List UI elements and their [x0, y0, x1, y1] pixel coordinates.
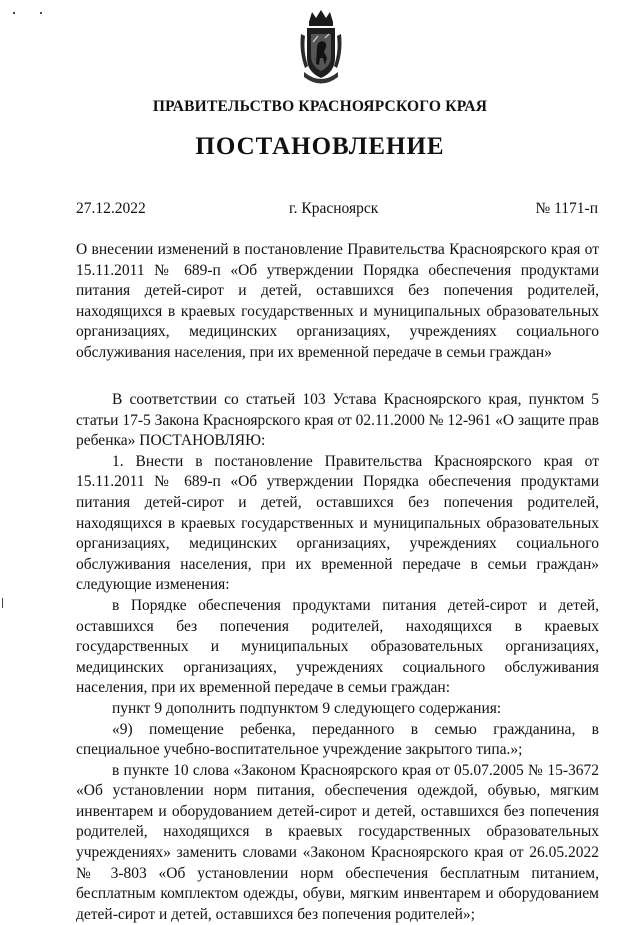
krasnoyarsk-coat-of-arms-icon [299, 8, 343, 88]
document-date: 27.12.2022 [76, 200, 146, 217]
scan-speck [2, 598, 3, 608]
document-body [76, 390, 599, 925]
body-paragraph: в Порядке обеспечения продуктами питания детей-сирот и детей, оставшихся без попечения родителей, находящихся в краевых государственных и муниципальных образовательных организациях, медицинских организациях, учреждениях социального обслуживания населения, при их временной передаче в семьи граждан: [76, 596, 599, 697]
scan-speck [40, 12, 42, 14]
scan-speck [13, 12, 15, 14]
document-subject: О внесении изменений в постановление Правительства Красноярского края от 15.11.2011 № 689-п «Об утверждении Порядка обеспечения продуктами питания детей-сирот и детей, оставшихся без попечения родителей, находящихся в краевых государственных и муниципальных образовательных организациях, медицинских организациях, учреждениях социального обслуживания населения, при их временной передаче в семьи граждан» [76, 241, 599, 361]
document-number: № 1171-п [535, 200, 598, 217]
document-city: г. Красноярск [289, 200, 379, 217]
body-paragraph: 1. Внести в постановление Правительства Красноярского края от 15.11.2011 № 689-п «Об утверждении Порядка обеспечения продуктами питания детей-сирот и детей, оставшихся без попечения родителей, находящихся в краевых государственных и муниципальных образовательных организациях, медицинских организациях, учреждениях социального обслуживания населения, при их временной передаче в семьи граждан» следующие изменения: [76, 452, 599, 594]
government-title: ПРАВИТЕЛЬСТВО КРАСНОЯРСКОГО КРАЯ [152, 98, 488, 115]
body-paragraph: в пункте 10 слова «Законом Красноярского края от 05.07.2005 № 15-3672 «Об установлении норм питания, обеспечения одеждой, обувью, мягким инвентарем и оборудованием детей-сирот и детей, оставшихся без попечения родителей, находящихся в краевых государственных образовательных учреждениях» заменить словами «Законом Красноярского края от 26.05.2022 № 3-803 «Об установлении норм обеспечения бесплатным питанием, бесплатным комплектом одежды, обуви, мягким инвентарем и оборудованием детей-сирот и детей, оставшихся без попечения родителей»; [76, 761, 599, 923]
body-paragraph: «9) помещение ребенка, переданного в семью гражданина, в специальное учебно-воспитательное учреждение закрытого типа.»; [76, 720, 599, 759]
document-type-heading: ПОСТАНОВЛЕНИЕ [195, 133, 445, 160]
body-paragraph: пункт 9 дополнить подпунктом 9 следующего содержания: [112, 699, 502, 717]
body-paragraph: В соответствии со статьей 103 Устава Красноярского края, пунктом 5 статьи 17-5 Закона Красноярского края от 02.11.2000 № 12-961 «О защите прав ребенка» ПОСТАНОВЛЯЮ: [76, 391, 599, 450]
